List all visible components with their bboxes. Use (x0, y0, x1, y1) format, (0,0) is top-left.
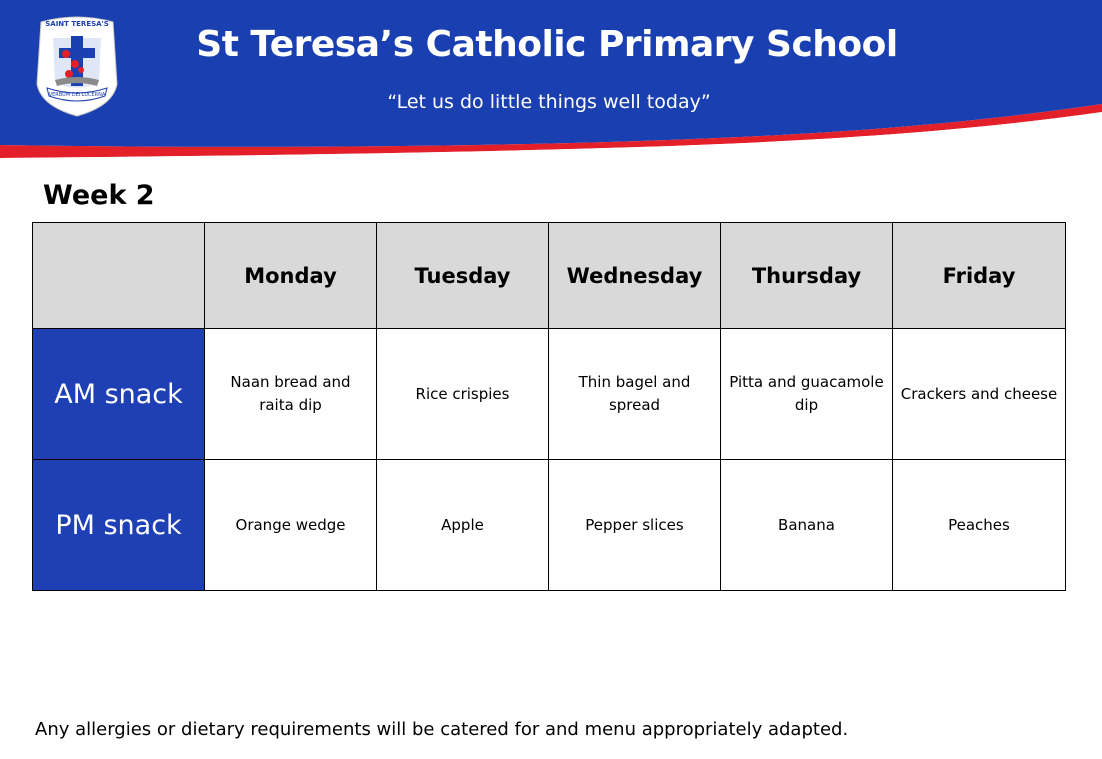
header-day-monday: Monday (205, 223, 377, 329)
table-row-am-snack (33, 329, 1066, 460)
table-header-row (33, 223, 1066, 329)
row-label-pm-snack: PM snack (33, 460, 205, 591)
cell-pm-wednesday: Pepper slices (549, 460, 721, 591)
week-title: Week 2 (43, 180, 155, 211)
school-name-text: St Teresa’s Catholic Primary School (196, 24, 898, 65)
header-day-thursday: Thursday (721, 223, 893, 329)
header-day-wednesday: Wednesday (549, 223, 721, 329)
cell-am-tuesday: Rice crispies (377, 329, 549, 460)
cell-am-thursday: Pitta and guacamole dip (721, 329, 893, 460)
crest-top-text: SAINT TERESA'S (45, 20, 109, 28)
cell-am-friday: Crackers and cheese (893, 329, 1066, 460)
header-day-friday: Friday (893, 223, 1066, 329)
cell-am-wednesday: Thin bagel and spread (549, 329, 721, 460)
table-row-pm-snack (33, 460, 1066, 591)
row-label-am-snack: AM snack (33, 329, 205, 460)
snack-menu-table (32, 222, 1066, 591)
school-motto-text: “Let us do little things well today” (387, 91, 711, 113)
allergy-note: Any allergies or dietary requirements will be catered for and menu appropriately adapted. (35, 719, 849, 740)
cell-am-monday: Naan bread and raita dip (205, 329, 377, 460)
school-name-heading (0, 24, 1102, 65)
header-day-tuesday: Tuesday (377, 223, 549, 329)
cell-pm-monday: Orange wedge (205, 460, 377, 591)
cell-pm-tuesday: Apple (377, 460, 549, 591)
cell-pm-thursday: Banana (721, 460, 893, 591)
school-motto (0, 91, 1102, 113)
crest-scroll-text: VERBUM DEI LUCERNA (48, 92, 106, 98)
header-corner-cell (33, 223, 205, 329)
cell-pm-friday: Peaches (893, 460, 1066, 591)
